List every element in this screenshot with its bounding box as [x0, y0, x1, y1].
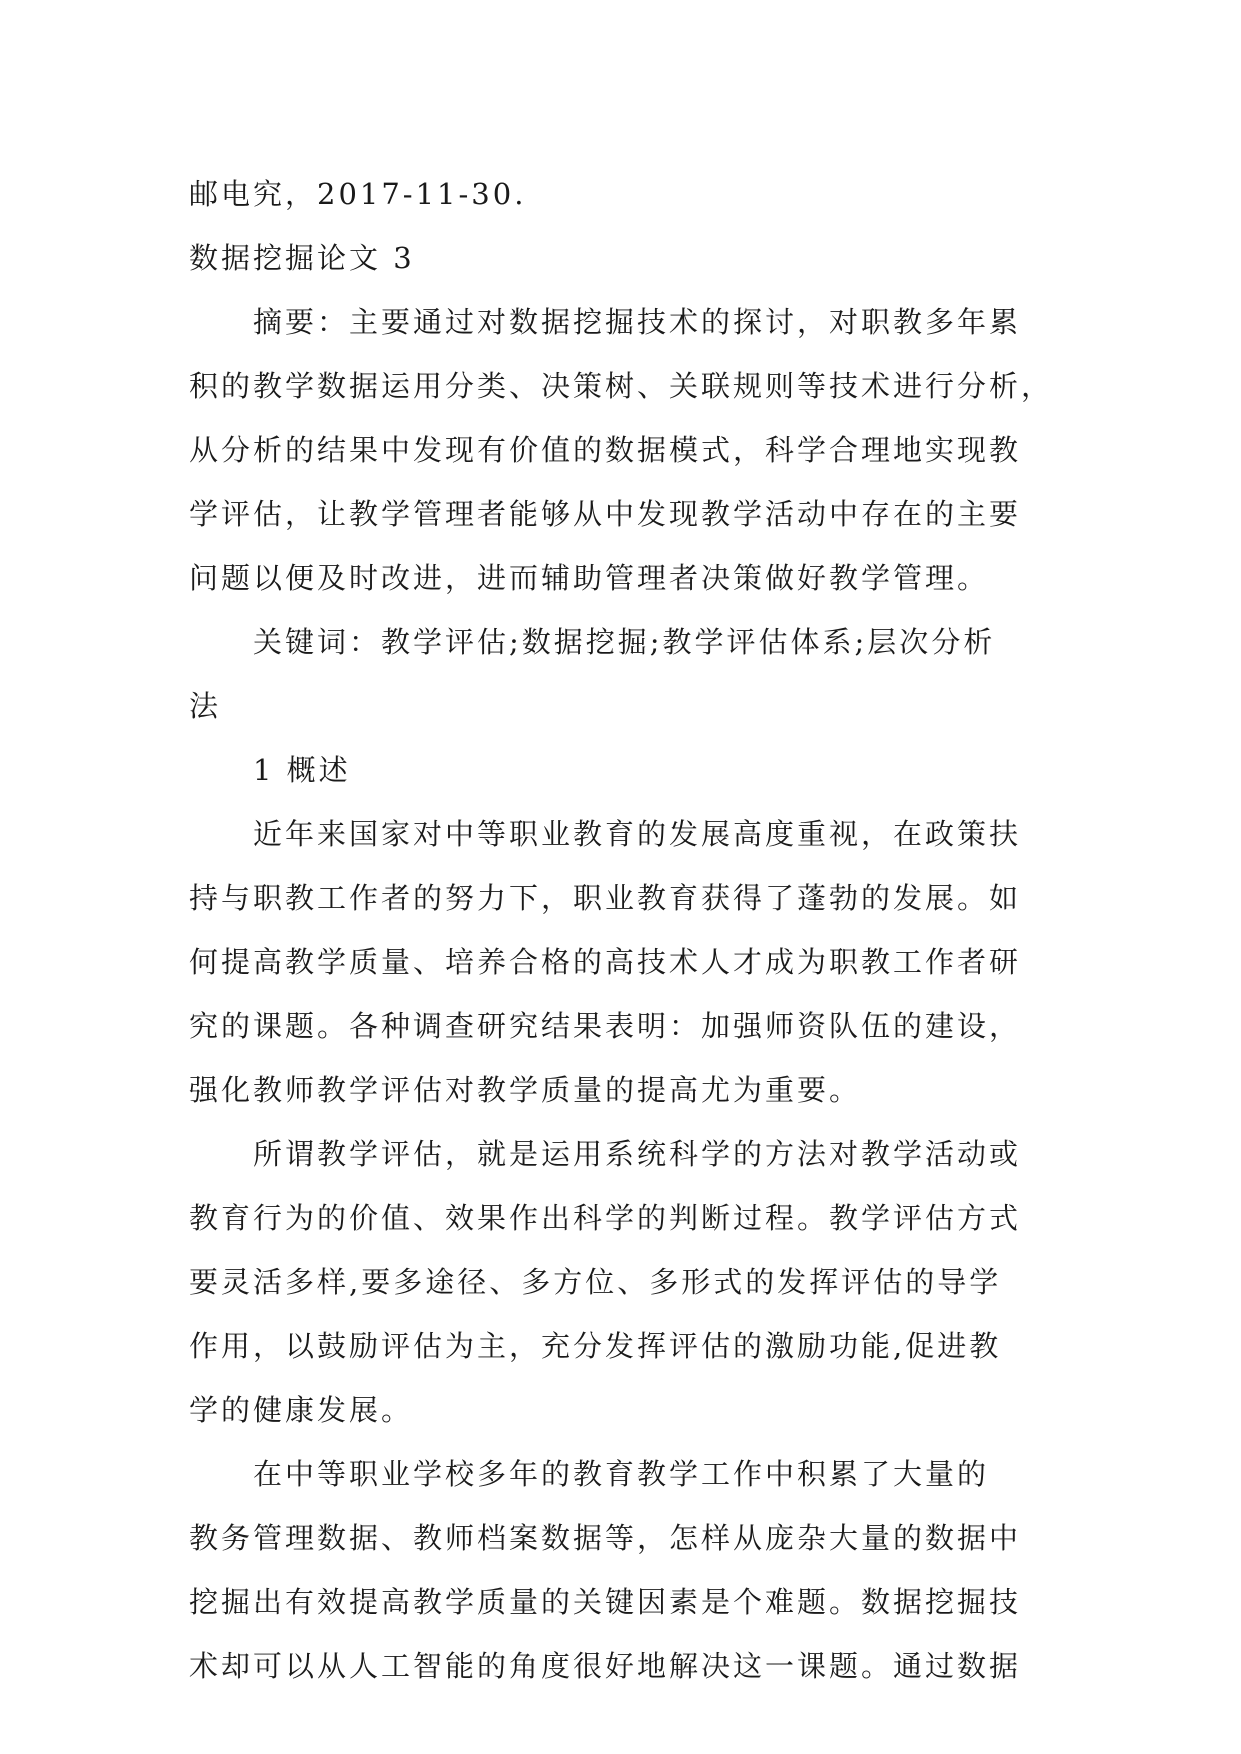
paragraph-line: 术却可以从人工智能的角度很好地解决这一课题。通过数据 [189, 1649, 1022, 1683]
paragraph-3 [189, 1442, 1049, 1698]
abstract-line: 问题以便及时改进，进而辅助管理者决策做好教学管理。 [189, 561, 990, 595]
keywords-line: 法 [189, 689, 222, 723]
abstract-line: 从分析的结果中发现有价值的数据模式，科学合理地实现教 [189, 433, 1022, 467]
paragraph-1 [189, 802, 1049, 1122]
paragraph-line: 在中等职业学校多年的教育教学工作中积累了大量的 [253, 1457, 990, 1491]
paragraph-line: 教务管理数据、教师档案数据等，怎样从庞杂大量的数据中 [189, 1521, 1022, 1555]
keywords-line: 关键词：教学评估;数据挖掘;教学评估体系;层次分析 [253, 625, 996, 659]
document-body [189, 162, 1054, 1698]
paragraph-line: 挖掘出有效提高教学质量的关键因素是个难题。数据挖掘技 [189, 1585, 1022, 1619]
abstract-line: 学评估，让教学管理者能够从中发现教学活动中存在的主要 [189, 497, 1022, 531]
paragraph-line: 强化教师教学评估对教学质量的提高尤为重要。 [189, 1073, 862, 1107]
section-title: 数据挖掘论文 3 [189, 241, 415, 275]
abstract-line: 摘要：主要通过对数据挖掘技术的探讨，对职教多年累 [253, 305, 1022, 339]
paragraph-line: 学的健康发展。 [189, 1393, 414, 1427]
heading-overview: 1 概述 [253, 753, 351, 787]
abstract-paragraph [189, 290, 1054, 610]
paragraph-line: 所谓教学评估，就是运用系统科学的方法对教学活动或 [253, 1137, 1022, 1171]
paragraph-line: 近年来国家对中等职业教育的发展高度重视，在政策扶 [253, 817, 1022, 851]
abstract-line: 积的教学数据运用分类、决策树、关联规则等技术进行分析， [189, 369, 1054, 403]
paragraph-line: 持与职教工作者的努力下，职业教育获得了蓬勃的发展。如 [189, 881, 1022, 915]
paragraph-line: 究的课题。各种调查研究结果表明：加强师资队伍的建设， [189, 1009, 1022, 1043]
paragraph-line: 教育行为的价值、效果作出科学的判断过程。教学评估方式 [189, 1201, 1022, 1235]
keywords-paragraph [189, 610, 1049, 738]
paragraph-line: 何提高教学质量、培养合格的高技术人才成为职教工作者研 [189, 945, 1022, 979]
paragraph-2 [189, 1122, 1049, 1442]
reference-tail: 邮电究，2017-11-30. [189, 177, 527, 211]
paragraph-line: 要灵活多样,要多途径、多方位、多形式的发挥评估的导学 [189, 1265, 1002, 1299]
paragraph-line: 作用，以鼓励评估为主，充分发挥评估的激励功能,促进教 [189, 1329, 1002, 1363]
